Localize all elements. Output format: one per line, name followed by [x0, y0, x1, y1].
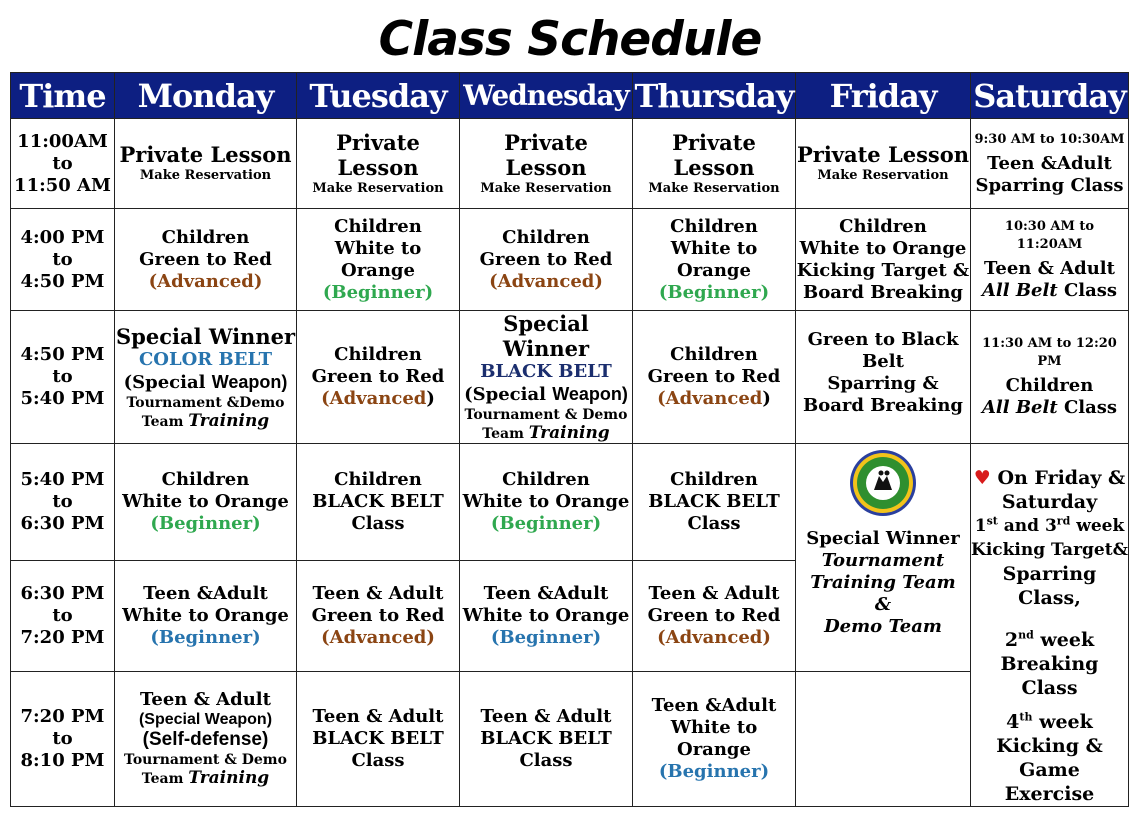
- class-cell: Teen &Adult White to Orange (Beginner): [115, 560, 297, 671]
- heart-icon: ♥: [973, 467, 991, 489]
- class-cell: Children BLACK BELT Class: [297, 444, 460, 561]
- class-cell: Children Green to Red (Advanced): [115, 209, 297, 311]
- table-row: [11, 311, 1129, 444]
- class-cell: Private Lesson Make Reservation: [633, 119, 796, 209]
- class-cell: Children White to Orange (Beginner): [115, 444, 297, 561]
- time-cell: 5:40 PM to 6:30 PM: [11, 444, 115, 561]
- friday-merged-cell: Special Winner Tournament Training Team & Demo Team: [796, 444, 971, 672]
- header-wednesday: Wednesday: [460, 73, 633, 119]
- class-cell: Teen & Adult (Special Weapon) (Self-defense) Tournament & Demo Team Training: [115, 671, 297, 806]
- header-monday: Monday: [115, 73, 297, 119]
- class-cell: Special Winner BLACK BELT (Special Weapon) Tournament & Demo Team Training: [460, 311, 633, 444]
- class-cell: Children White to Orange (Beginner): [297, 209, 460, 311]
- header-time: Time: [11, 73, 115, 119]
- saturday-note-cell: ♥ On Friday & Saturday 1st and 3rd week Kicking Target& Sparring Class, 2nd week Breaking Class 4th week Kicking & Game Exercise: [971, 444, 1129, 807]
- table-row: [11, 671, 1129, 806]
- class-cell: Children Green to Red (Advanced): [460, 209, 633, 311]
- empty-cell: [796, 671, 971, 806]
- class-cell: Teen & Adult Green to Red (Advanced): [633, 560, 796, 671]
- saturday-cell: 9:30 AM to 10:30AM Teen &Adult Sparring Class: [971, 119, 1129, 209]
- class-cell: Children Green to Red (Advanced): [297, 311, 460, 444]
- school-logo-icon: [848, 448, 918, 518]
- class-cell: Special Winner COLOR BELT (Special Weapon) Tournament &Demo Team Training: [115, 311, 297, 444]
- class-cell: Teen &Adult White to Orange (Beginner): [633, 671, 796, 806]
- class-cell: Private Lesson Make Reservation: [460, 119, 633, 209]
- schedule-table: [10, 72, 1129, 807]
- table-row: [11, 209, 1129, 311]
- header-saturday: Saturday: [971, 73, 1129, 119]
- header-row: [11, 73, 1129, 119]
- class-cell: Children BLACK BELT Class: [633, 444, 796, 561]
- time-cell: 11:00AM to 11:50 AM: [11, 119, 115, 209]
- class-cell: Children White to Orange Kicking Target & Board Breaking: [796, 209, 971, 311]
- class-cell: Private Lesson Make Reservation: [115, 119, 297, 209]
- table-row: [11, 119, 1129, 209]
- class-cell: Teen & Adult BLACK BELT Class: [460, 671, 633, 806]
- class-cell: Green to Black Belt Sparring & Board Breaking: [796, 311, 971, 444]
- class-cell: Children White to Orange (Beginner): [633, 209, 796, 311]
- header-friday: Friday: [796, 73, 971, 119]
- header-thursday: Thursday: [633, 73, 796, 119]
- table-row: [11, 444, 1129, 561]
- class-cell: Private Lesson Make Reservation: [297, 119, 460, 209]
- class-cell: Teen & Adult BLACK BELT Class: [297, 671, 460, 806]
- time-cell: 6:30 PM to 7:20 PM: [11, 560, 115, 671]
- time-cell: 4:50 PM to 5:40 PM: [11, 311, 115, 444]
- saturday-cell: 10:30 AM to 11:20AM Teen & Adult All Belt Class: [971, 209, 1129, 311]
- saturday-cell: 11:30 AM to 12:20 PM Children All Belt Class: [971, 311, 1129, 444]
- page-title: Class Schedule: [378, 12, 762, 67]
- header-tuesday: Tuesday: [297, 73, 460, 119]
- time-cell: 7:20 PM to 8:10 PM: [11, 671, 115, 806]
- class-cell: Teen & Adult Green to Red (Advanced): [297, 560, 460, 671]
- class-cell: Children Green to Red (Advanced): [633, 311, 796, 444]
- class-cell: Teen &Adult White to Orange (Beginner): [460, 560, 633, 671]
- time-cell: 4:00 PM to 4:50 PM: [11, 209, 115, 311]
- class-cell: Private Lesson Make Reservation: [796, 119, 971, 209]
- class-cell: Children White to Orange (Beginner): [460, 444, 633, 561]
